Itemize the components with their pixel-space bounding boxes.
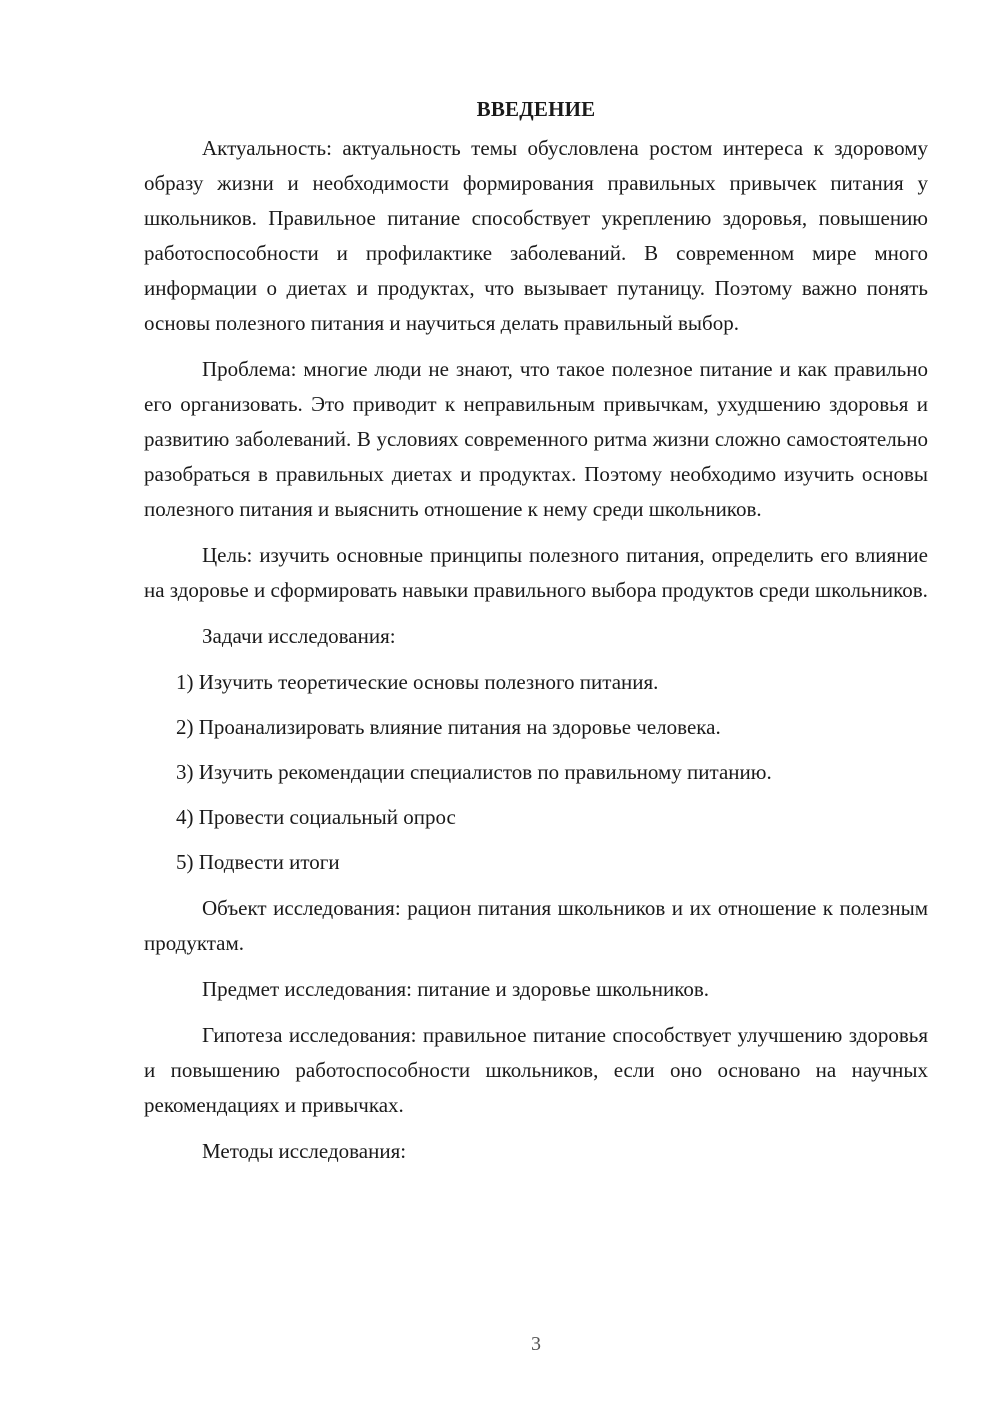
goal-paragraph: Цель: изучить основные принципы полезного питания, определить его влияние на здоровье и сформировать навыки правильного выбора продуктов среди школьников. — [144, 543, 928, 602]
task-item-1: 1) Изучить теоретические основы полезного питания. — [176, 670, 659, 694]
page-content — [144, 92, 928, 1180]
task-item-5: 5) Подвести итоги — [176, 850, 340, 874]
object-paragraph: Объект исследования: рацион питания школьников и их отношение к полезным продуктам. — [144, 896, 928, 955]
task-item-3: 3) Изучить рекомендации специалистов по правильному питанию. — [176, 760, 772, 784]
task-item-2: 2) Проанализировать влияние питания на здоровье человека. — [176, 715, 721, 739]
section-title: ВВЕДЕНИЕ — [476, 97, 596, 121]
tasks-heading: Задачи исследования: — [202, 624, 396, 648]
methods-heading: Методы исследования: — [202, 1139, 407, 1163]
subject-paragraph: Предмет исследования: питание и здоровье школьников. — [202, 977, 709, 1001]
relevance-paragraph: Актуальность: актуальность темы обусловлена ростом интереса к здоровому образу жизни и необходимости формирования правильных привычек питания у школьников. Правильное питание способствует укреплению здоровья, повышению работоспособности и профилактике заболеваний. В современном мире много информации о диетах и продуктах, что вызывает путаницу. Поэтому важно понять основы полезного питания и научиться делать правильный выбор. — [144, 136, 928, 335]
hypothesis-paragraph: Гипотеза исследования: правильное питание способствует улучшению здоровья и повышению работоспособности школьников, если оно основано на научных рекомендациях и привычках. — [144, 1023, 928, 1117]
page-number: 3 — [531, 1333, 541, 1355]
tasks-list — [144, 665, 928, 880]
task-item-4: 4) Провести социальный опрос — [176, 805, 456, 829]
problem-paragraph: Проблема: многие люди не знают, что такое полезное питание и как правильно его организовать. Это приводит к неправильным привычкам, ухудшению здоровья и развитию заболеваний. В условиях современного ритма жизни сложно самостоятельно разобраться в правильных диетах и продуктах. Поэтому необходимо изучить основы полезного питания и выяснить отношение к нему среди школьников. — [144, 357, 928, 521]
